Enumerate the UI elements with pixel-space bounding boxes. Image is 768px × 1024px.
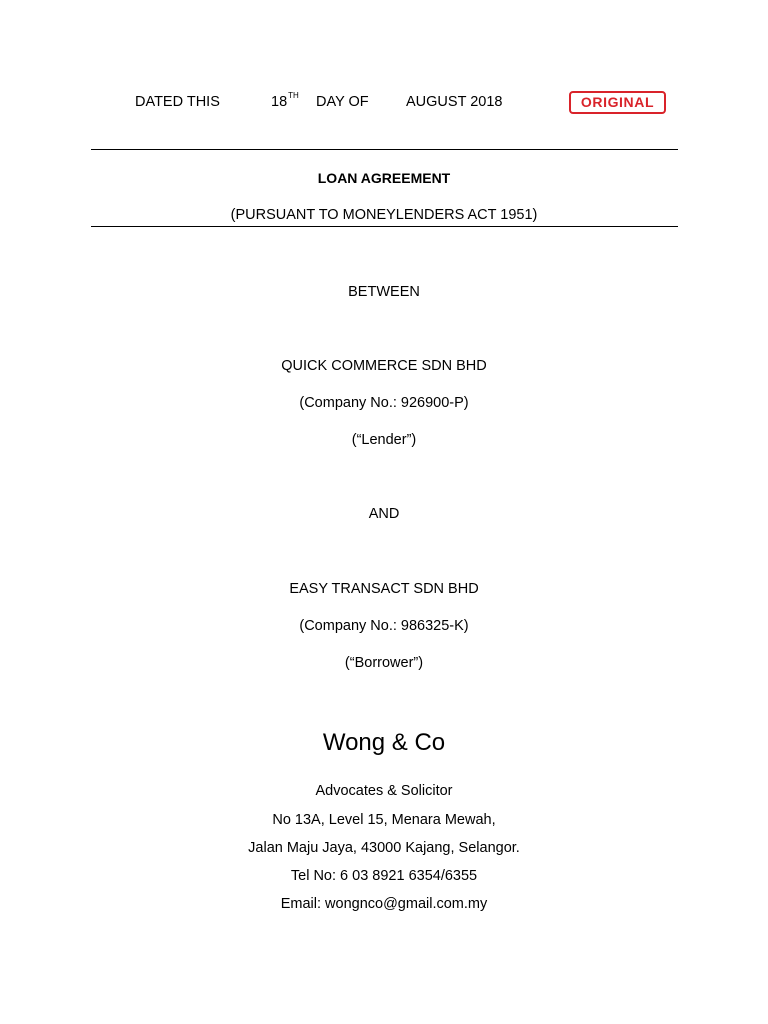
lender-role: (“Lender”) — [351, 432, 417, 448]
firm-telephone: Tel No: 6 03 8921 6354/6355 — [290, 868, 478, 884]
firm-name: Wong & Co — [322, 729, 446, 756]
document-subtitle: (PURSUANT TO MONEYLENDERS ACT 1951) — [230, 207, 538, 223]
between-label: BETWEEN — [348, 284, 420, 300]
dated-day — [271, 91, 299, 110]
day-suffix: TH — [288, 91, 299, 100]
firm-email: Email: wongnco@gmail.com.my — [280, 896, 488, 912]
original-stamp: ORIGINAL — [569, 91, 666, 114]
borrower-role: (“Borrower”) — [344, 655, 424, 671]
month-year: AUGUST 2018 — [406, 94, 503, 110]
firm-address-line1: No 13A, Level 15, Menara Mewah, — [272, 812, 496, 828]
lender-company-no: (Company No.: 926900-P) — [299, 395, 469, 411]
firm-description: Advocates & Solicitor — [315, 783, 453, 799]
day-of-label: DAY OF — [316, 94, 369, 110]
day-number: 18 — [271, 94, 288, 110]
lender-name: QUICK COMMERCE SDN BHD — [281, 358, 487, 374]
bottom-divider — [91, 226, 678, 227]
and-label: AND — [368, 506, 400, 522]
dated-label: DATED THIS — [135, 94, 220, 110]
borrower-company-no: (Company No.: 986325-K) — [299, 618, 469, 634]
borrower-name: EASY TRANSACT SDN BHD — [289, 581, 479, 597]
top-divider — [91, 149, 678, 150]
firm-address-line2: Jalan Maju Jaya, 43000 Kajang, Selangor. — [248, 840, 520, 856]
document-title: LOAN AGREEMENT — [317, 170, 451, 186]
